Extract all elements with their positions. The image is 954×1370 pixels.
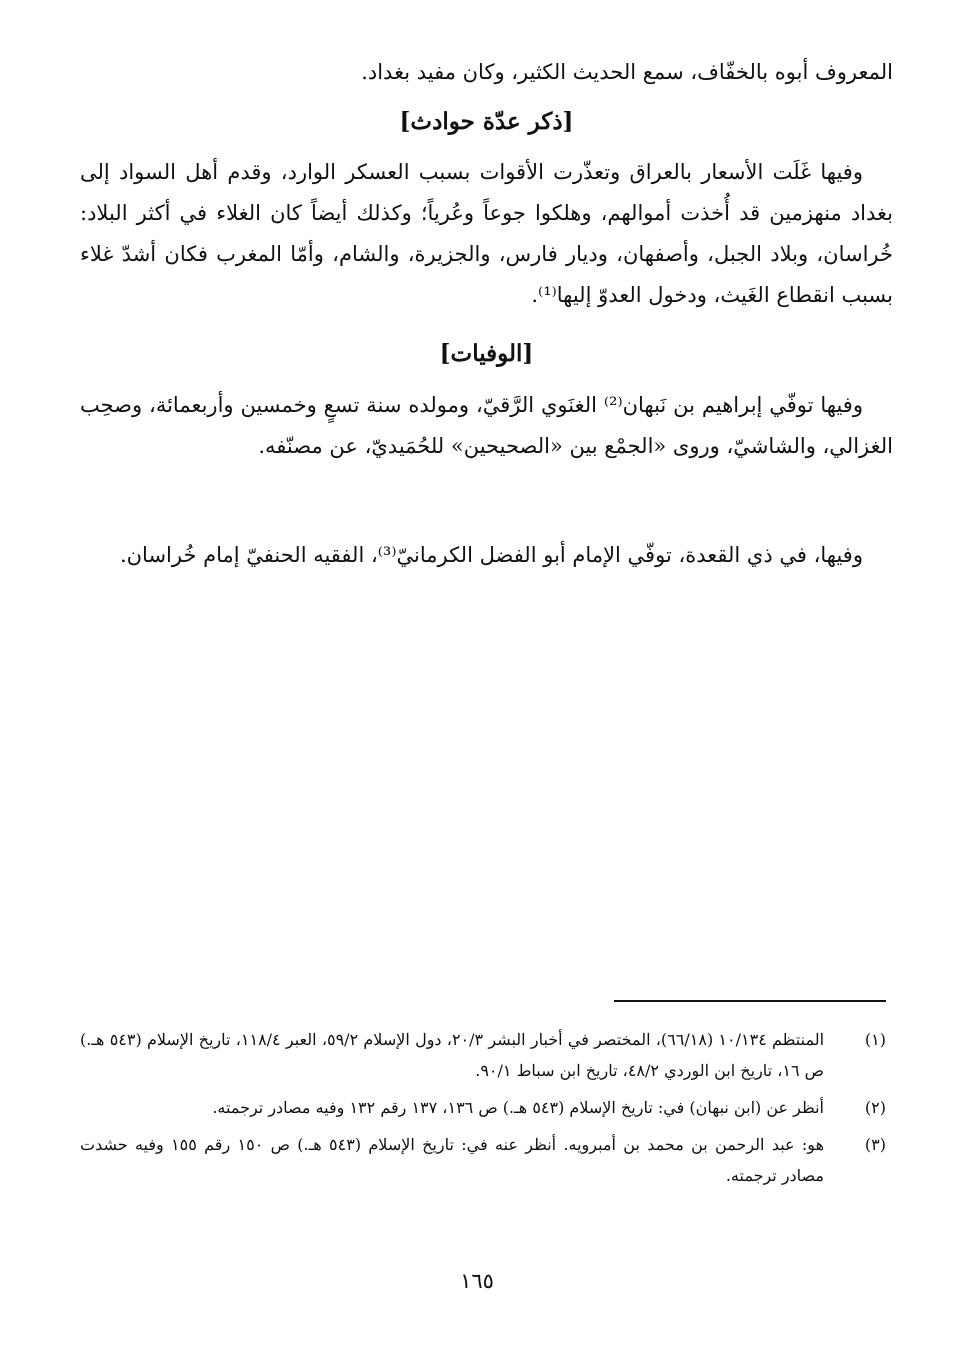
footnote-text: أنظر عن (ابن نبهان) في: تاريخ الإسلام (٥٤٣ هـ.) ص ١٣٦، ١٣٧ رقم ١٣٢ وفيه مصادر ترجمته. [212,1098,824,1117]
deaths-paragraph-1: وفيها توفّي إبراهيم بن نَبهان⁽²⁾ الغنَوي الرَّقيّ، ومولده سنة تسعٍ وخمسين وأربعمائة، وصحِب الغزالي، والشاشيّ، وروى «الجمْع بين «الصحيحين» للحُمَيديّ، عن مصنّفه. [80,393,893,458]
footnotes [80,1024,890,1197]
page-number: ١٦٥ [460,1269,494,1293]
continuation-text: المعروف أبوه بالخفّاف، سمع الحديث الكثير، وكان مفيد بغداد. [361,60,893,84]
footnote-number: (١) [864,1030,886,1049]
footnote-text: هو: عبد الرحمن بن محمد بن أمبرويه. أنظر عنه في: تاريخ الإسلام (٥٤٣ هـ.) ص ١٥٠ رقم ١٥٥ وفيه حشدت مصادر ترجمته. [80,1135,825,1185]
footnote [80,1024,890,1086]
footnote-divider [614,1000,886,1002]
deaths-paragraph-2: وفيها، في ذي القعدة، توفّي الإمام أبو الفضل الكرمانيّ⁽³⁾، الفقيه الحنفيّ إمام خُراسان. [119,543,863,567]
footnote [80,1129,890,1191]
footnote [80,1092,890,1123]
footnote-text: المنتظم ١٠/١٣٤ (٦٦/١٨)، المختصر في أخبار البشر ٢٠/٣، دول الإسلام ٥٩/٢، العبر ١١٨/٤، تاريخ الإسلام (٥٤٣ هـ.) ص ١٦، تاريخ ابن الوردي ٤٨/٢، تاريخ ابن سباط ٩٠/١. [80,1030,825,1080]
footnote-number: (٣) [864,1135,886,1154]
footnote-number: (٢) [864,1098,886,1117]
section-heading-events: [ذكر عدّة حوادث] [399,108,574,135]
section-heading-deaths: [الوفيات] [439,340,534,367]
events-paragraph: وفيها غَلَت الأسعار بالعراق وتعذّرت الأقوات بسبب العسكر الوارد، وقدم أهل السواد إلى بغداد منهزمين قد أُخذت أموالهم، وهلكوا جوعاً وعُرياً؛ وكذلك أيضاً كان الغلاء في أكثر البلاد: خُراسان، وبلاد الجبل، وأصفهان، وديار فارس، والجزيرة، والشام، وأمّا المغرب فكان أشدّ غلاء بسبب انقطاع الغَيث، ودخول العدوّ إليها⁽¹⁾. [80,160,893,307]
